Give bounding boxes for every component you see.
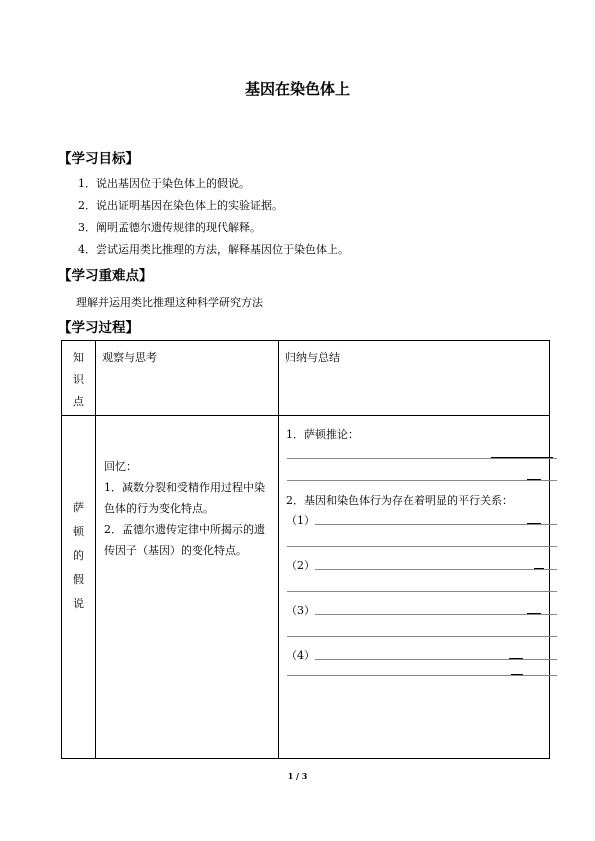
- row-label-cell: [62, 416, 96, 759]
- objective-item-3: 3．阐明孟德尔遗传规律的现代解释。: [78, 221, 261, 234]
- objective-item-4: 4．尝试运用类比推理的方法，解释基因位于染色体上。: [78, 243, 349, 256]
- objective-item-1: 1．说出基因位于染色体上的假说。: [78, 177, 250, 190]
- answer-line: [315, 524, 557, 525]
- table-header-row: [62, 341, 550, 416]
- answer-line-mark: [527, 479, 541, 480]
- summary-item-1: 1．萨顿推论：: [286, 428, 359, 441]
- observe-header: 观察与思考: [96, 341, 279, 416]
- parallel-item-3: （3）: [286, 604, 315, 617]
- parallel-item-2: （2）: [286, 559, 315, 572]
- process-heading: 【学习过程】: [58, 320, 139, 336]
- answer-line-mark: [491, 457, 553, 458]
- summary-item-2: 2．基因和染色体行为存在着明显的平行关系：: [286, 494, 513, 507]
- answer-line: [287, 591, 557, 592]
- answer-line: [287, 458, 557, 459]
- knowledge-header: [62, 341, 96, 416]
- recall-line-1: 1．减数分裂和受精作用过程中染色体的行为变化特点。: [104, 481, 265, 515]
- answer-line-mark: [534, 568, 544, 569]
- answer-line-mark: [511, 674, 523, 675]
- table-row: [62, 416, 550, 759]
- summary-header: 归纳与总结: [279, 341, 550, 416]
- parallel-item-1: （1）: [286, 514, 315, 527]
- answer-line: [315, 659, 557, 660]
- answer-line: [287, 636, 557, 637]
- parallel-item-4: （4）: [286, 649, 315, 662]
- page-number: 1 / 3: [287, 771, 308, 781]
- summary-cell: [279, 416, 550, 759]
- key-points-heading: 【学习重难点】: [58, 268, 153, 284]
- knowledge-header-label: 知识点: [73, 351, 84, 408]
- recall-line-2: 2．孟德尔遗传定律中所揭示的遗传因子（基因）的变化特点。: [104, 523, 265, 557]
- recall-title: 回忆：: [104, 460, 137, 473]
- answer-line: [287, 675, 557, 676]
- answer-line-mark: [527, 613, 541, 614]
- answer-line: [287, 546, 557, 547]
- answer-line: [287, 480, 557, 481]
- objectives-heading: 【学习目标】: [58, 151, 139, 167]
- objective-item-2: 2．说出证明基因在染色体上的实验证据。: [78, 199, 283, 212]
- answer-line: [315, 569, 557, 570]
- row-label: 萨顿的假说: [73, 501, 84, 610]
- process-table: [61, 340, 550, 759]
- answer-line-mark: [527, 523, 541, 524]
- recall-cell: [96, 416, 279, 759]
- page-title: 基因在染色体上: [244, 80, 350, 98]
- answer-line-mark: [509, 658, 523, 659]
- key-points-text: 理解并运用类比推理这种科学研究方法: [76, 296, 263, 309]
- answer-line: [315, 614, 557, 615]
